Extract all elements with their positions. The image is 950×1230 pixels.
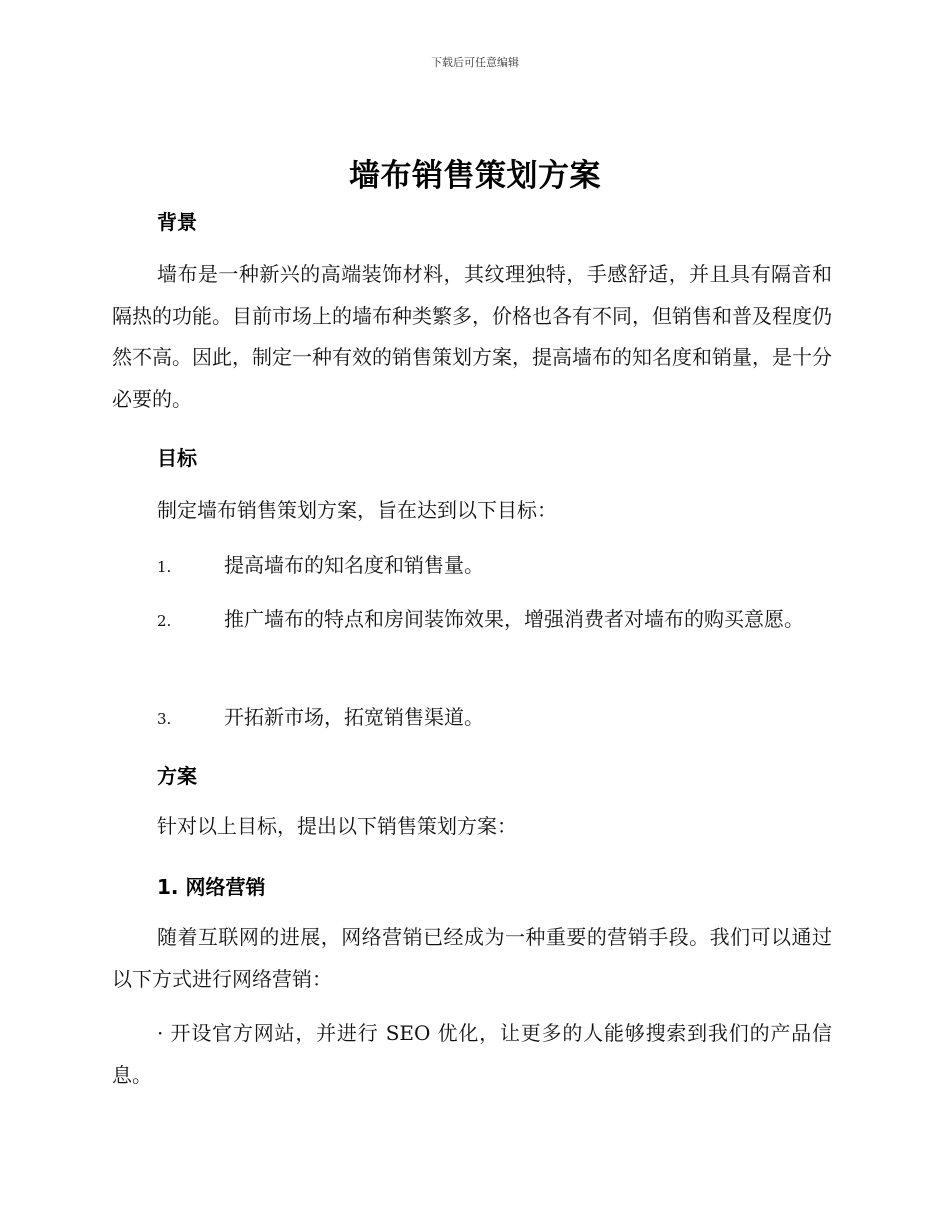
bullet-item-website-seo: · 开设官方网站，并进行 SEO 优化，让更多的人能够搜索到我们的产品信息。: [112, 1021, 832, 1087]
goal-list-item-2: [112, 599, 832, 643]
list-number: 1.: [157, 558, 172, 576]
list-item-text: 开拓新市场，拓宽销售渠道。: [224, 705, 484, 729]
list-item-text: 推广墙布的特点和房间装饰效果，增强消费者对墙布的购买意愿。: [224, 607, 804, 631]
goal-intro-paragraph: 制定墙布销售策划方案，旨在达到以下目标：: [157, 498, 557, 522]
plan-intro-paragraph: 针对以上目标，提出以下销售策划方案：: [157, 814, 517, 838]
network-marketing-paragraph: 随着互联网的进展，网络营销已经成为一种重要的营销手段。我们可以通过以下方式进行网络营销：: [112, 925, 832, 991]
list-number: 2.: [157, 612, 172, 630]
page-header-note: 下载后可任意编辑: [431, 56, 519, 69]
section-heading-goal: 目标: [157, 446, 197, 470]
list-item-text: 提高墙布的知名度和销售量。: [224, 553, 484, 577]
section-heading-plan: 方案: [157, 764, 197, 788]
list-number: 3.: [157, 710, 172, 728]
section-heading-background: 背景: [157, 210, 197, 234]
subheading-network-marketing: 1. 网络营销: [157, 875, 266, 899]
document-title: 墙布销售策划方案: [349, 158, 601, 194]
background-paragraph: 墙布是一种新兴的高端装饰材料，其纹理独特，手感舒适，并且具有隔音和隔热的功能。目前市场上的墙布种类繁多，价格也各有不同，但销售和普及程度仍然不高。因此，制定一种有效的销售策划方案，提高墙布的知名度和销量，是十分必要的。: [112, 262, 832, 411]
goal-list-item-3: [112, 697, 832, 741]
goal-list-item-1: [112, 545, 832, 589]
